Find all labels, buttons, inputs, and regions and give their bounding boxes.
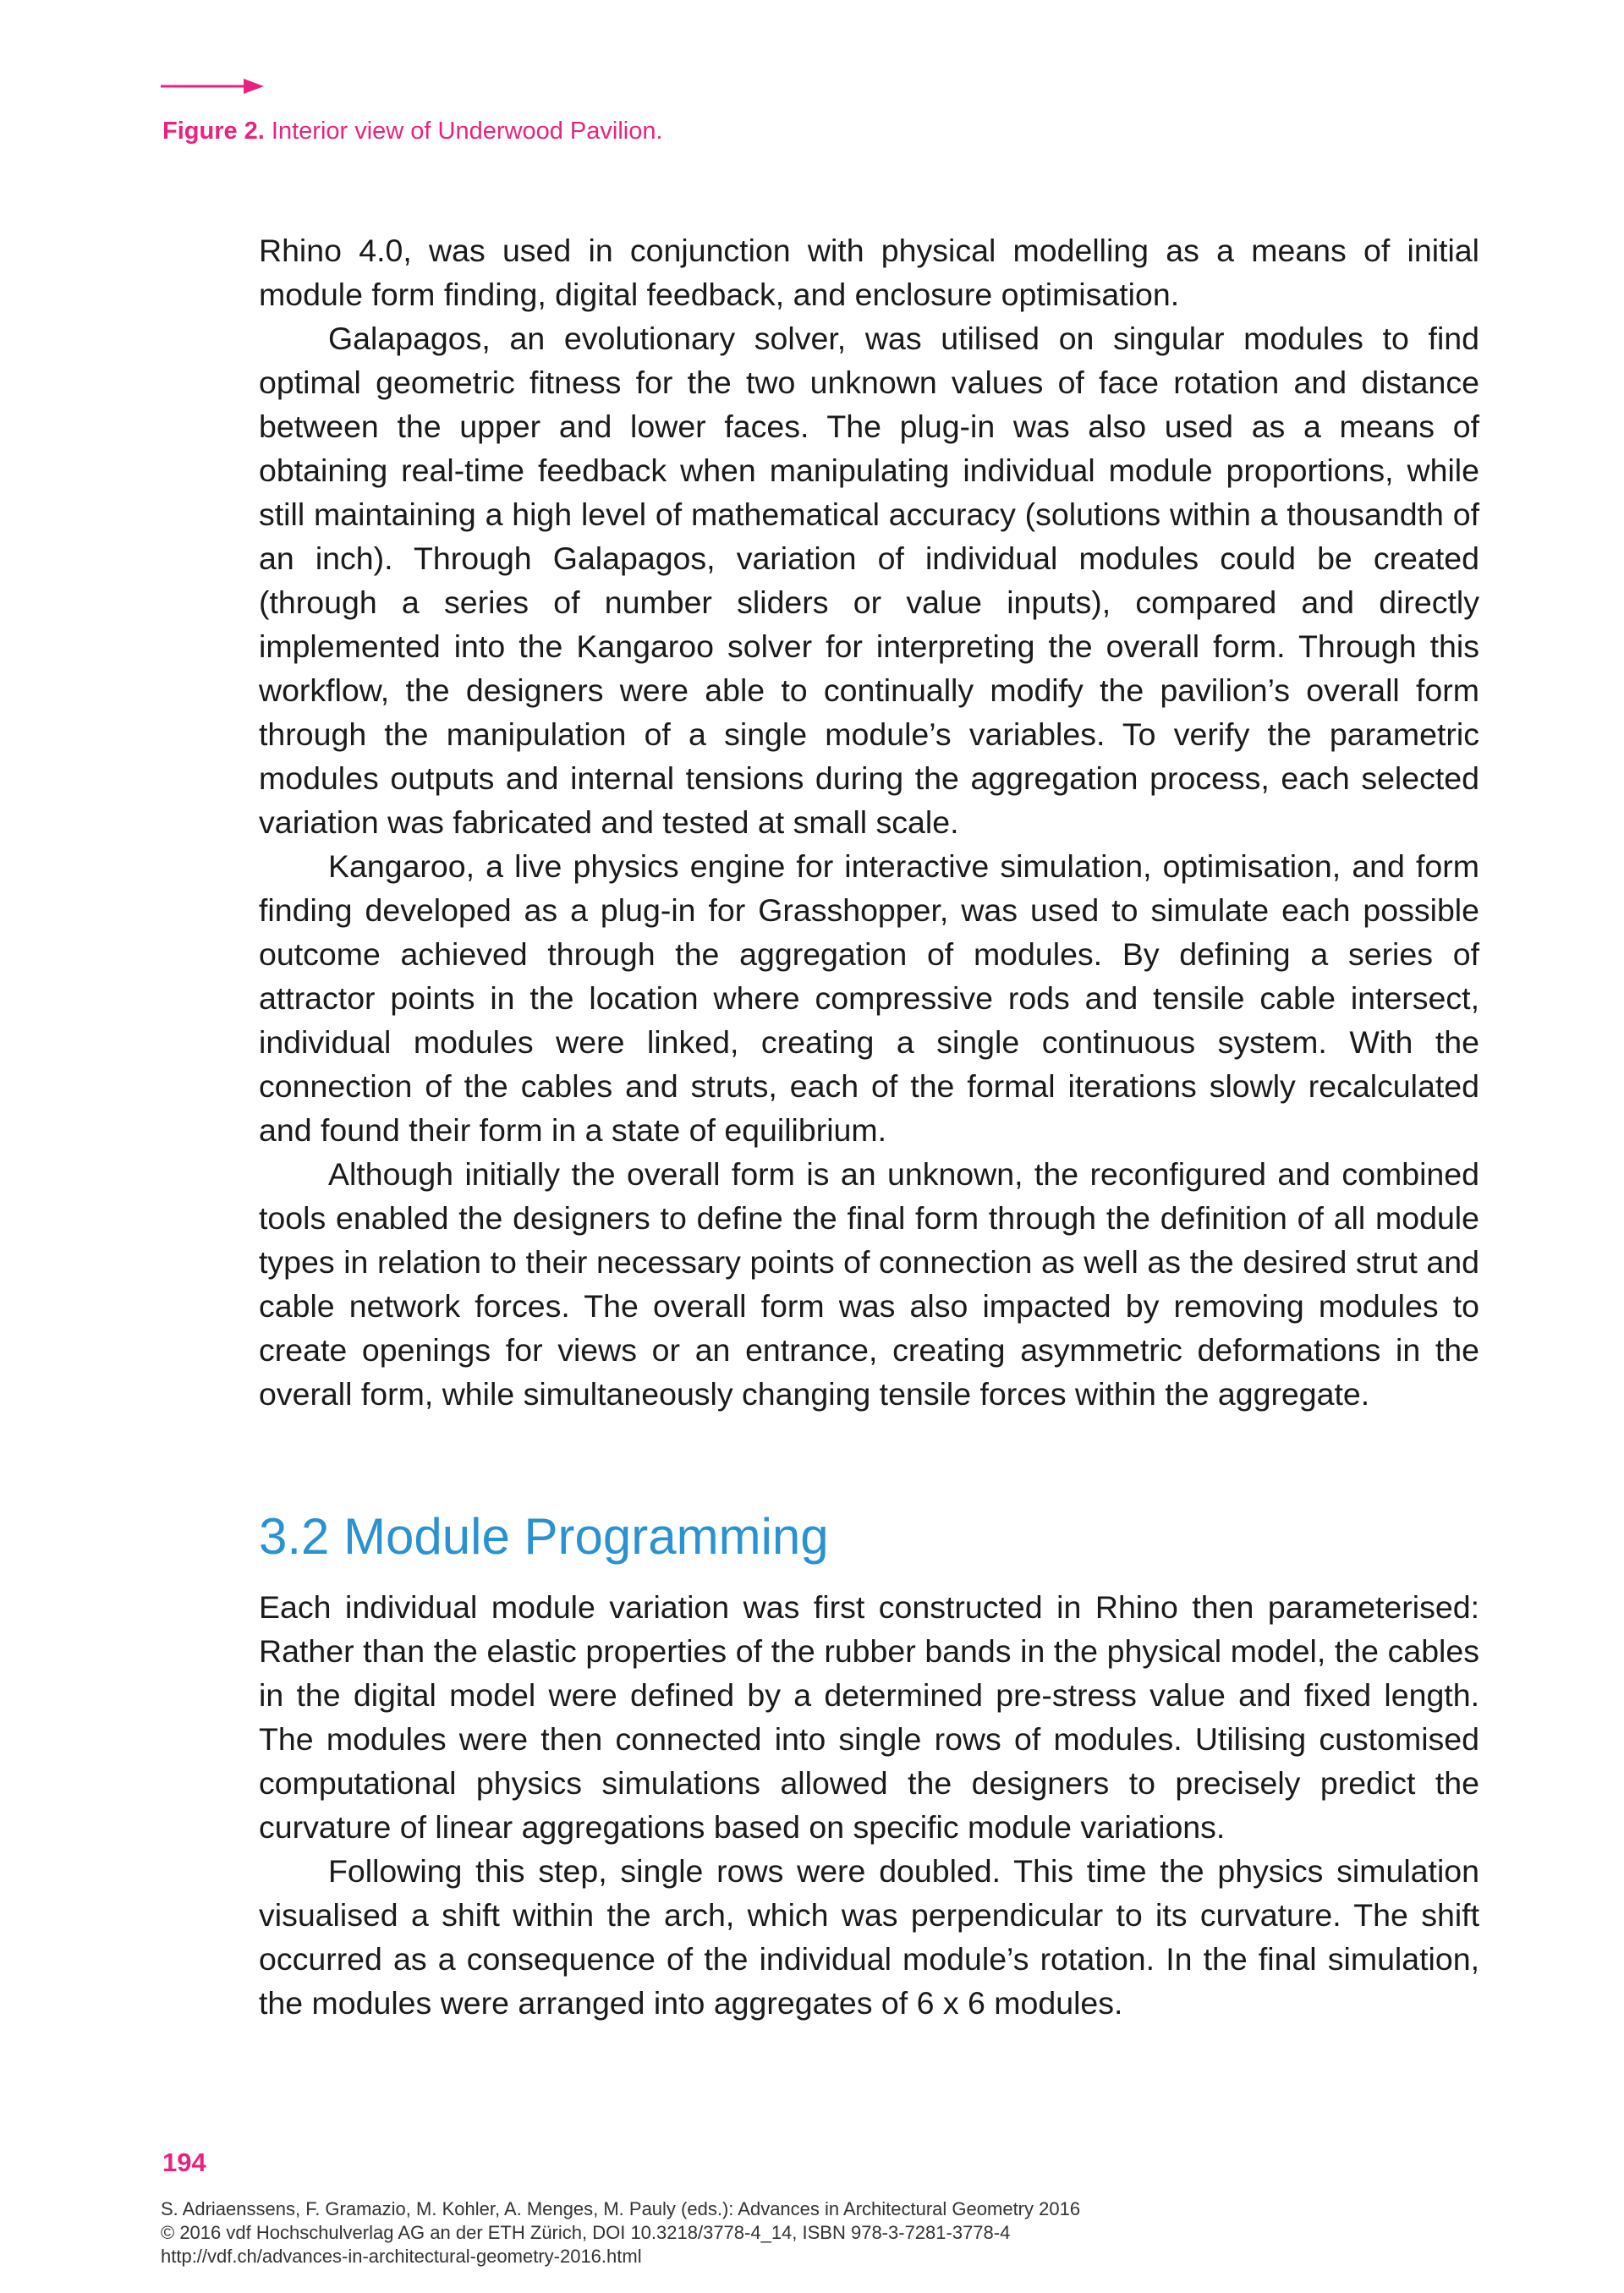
citation-footer xyxy=(161,2197,1080,2268)
figure-caption-text: Interior view of Underwood Pavilion. xyxy=(271,118,663,145)
figure-arrow-icon xyxy=(161,76,264,96)
section-heading: 3.2 Module Programming xyxy=(259,1508,829,1565)
paragraph: Galapagos, an evolutionary solver, was utilised on singular modules to find optimal geometric fitness for the two unknown values of face rotation and distance between the upper and lower faces. The plug-in was also used as a means of obtaining real-time feedback when manipulating individual module proportions, while still maintaining a high level of mathematical accuracy (solutions within a thousandth of an inch). Through Galapagos, variation of individual modules could be created (through a series of number sliders or value inputs), compared and directly implemented into the Kangaroo solver for interpreting the overall form. Through this workflow, the designers were able to continually modify the pavilion’s overall form through the manipulation of a single module’s variables. To verify the parametric modules outputs and internal tensions during the aggregation process, each selected variation was fabricated and tested at small scale. xyxy=(259,321,1479,840)
figure-label: Figure 2. xyxy=(162,118,265,145)
paragraph: Following this step, single rows were doubled. This time the physics simulation visualised a shift within the arch, which was perpendicular to its curvature. The shift occurred as a consequence of the individual module’s rotation. In the final simulation, the modules were arranged into aggregates of 6 x 6 modules. xyxy=(259,1853,1479,2021)
paragraph: Rhino 4.0, was used in conjunction with physical modelling as a means of initial module form finding, digital feedback, and enclosure optimisation. xyxy=(259,233,1479,312)
paragraph: Kangaroo, a live physics engine for interactive simulation, optimisation, and form finding developed as a plug-in for Grasshopper, was used to simulate each possible outcome achieved through the aggregation of modules. By defining a series of attractor points in the location where compressive rods and tensile cable intersect, individual modules were linked, creating a single continuous system. With the connection of the cables and struts, each of the formal iterations slowly recalculated and found their form in a state of equilibrium. xyxy=(259,848,1479,1148)
paragraph: Each individual module variation was first constructed in Rhino then parameterised: Rather than the elastic properties of the rubber bands in the physical model, the cables in the digital model were defined by a determined pre-stress value and fixed length. The modules were then connected into single rows of modules. Utilising customised computational physics simulations allowed the designers to precisely predict the curvature of linear aggregations based on specific module variations. xyxy=(259,1589,1479,1845)
paragraph: Although initially the overall form is an unknown, the reconfigured and combined tools enabled the designers to define the final form through the definition of all module types in relation to their necessary points of connection as well as the desired strut and cable network forces. The overall form was also impacted by removing modules to create openings for views or an entrance, creating asymmetric deformations in the overall form, while simultaneously changing tensile forces within the aggregate. xyxy=(259,1156,1479,1412)
page-number: 194 xyxy=(162,2148,206,2177)
figure-caption xyxy=(162,117,663,145)
footer-citation: S. Adriaenssens, F. Gramazio, M. Kohler, A. Menges, M. Pauly (eds.): Advances in Architectural Geometry 2016 xyxy=(161,2198,1081,2219)
footer-copyright: © 2016 vdf Hochschulverlag AG an der ETH Zürich, DOI 10.3218/3778-4_14, ISBN 978-3-7281-3778-4 xyxy=(161,2222,1011,2243)
body-text-before-heading xyxy=(259,228,1479,1416)
footer-url[interactable]: http://vdf.ch/advances-in-architectural-geometry-2016.html xyxy=(161,2246,642,2267)
body-text-after-heading xyxy=(259,1585,1479,2025)
